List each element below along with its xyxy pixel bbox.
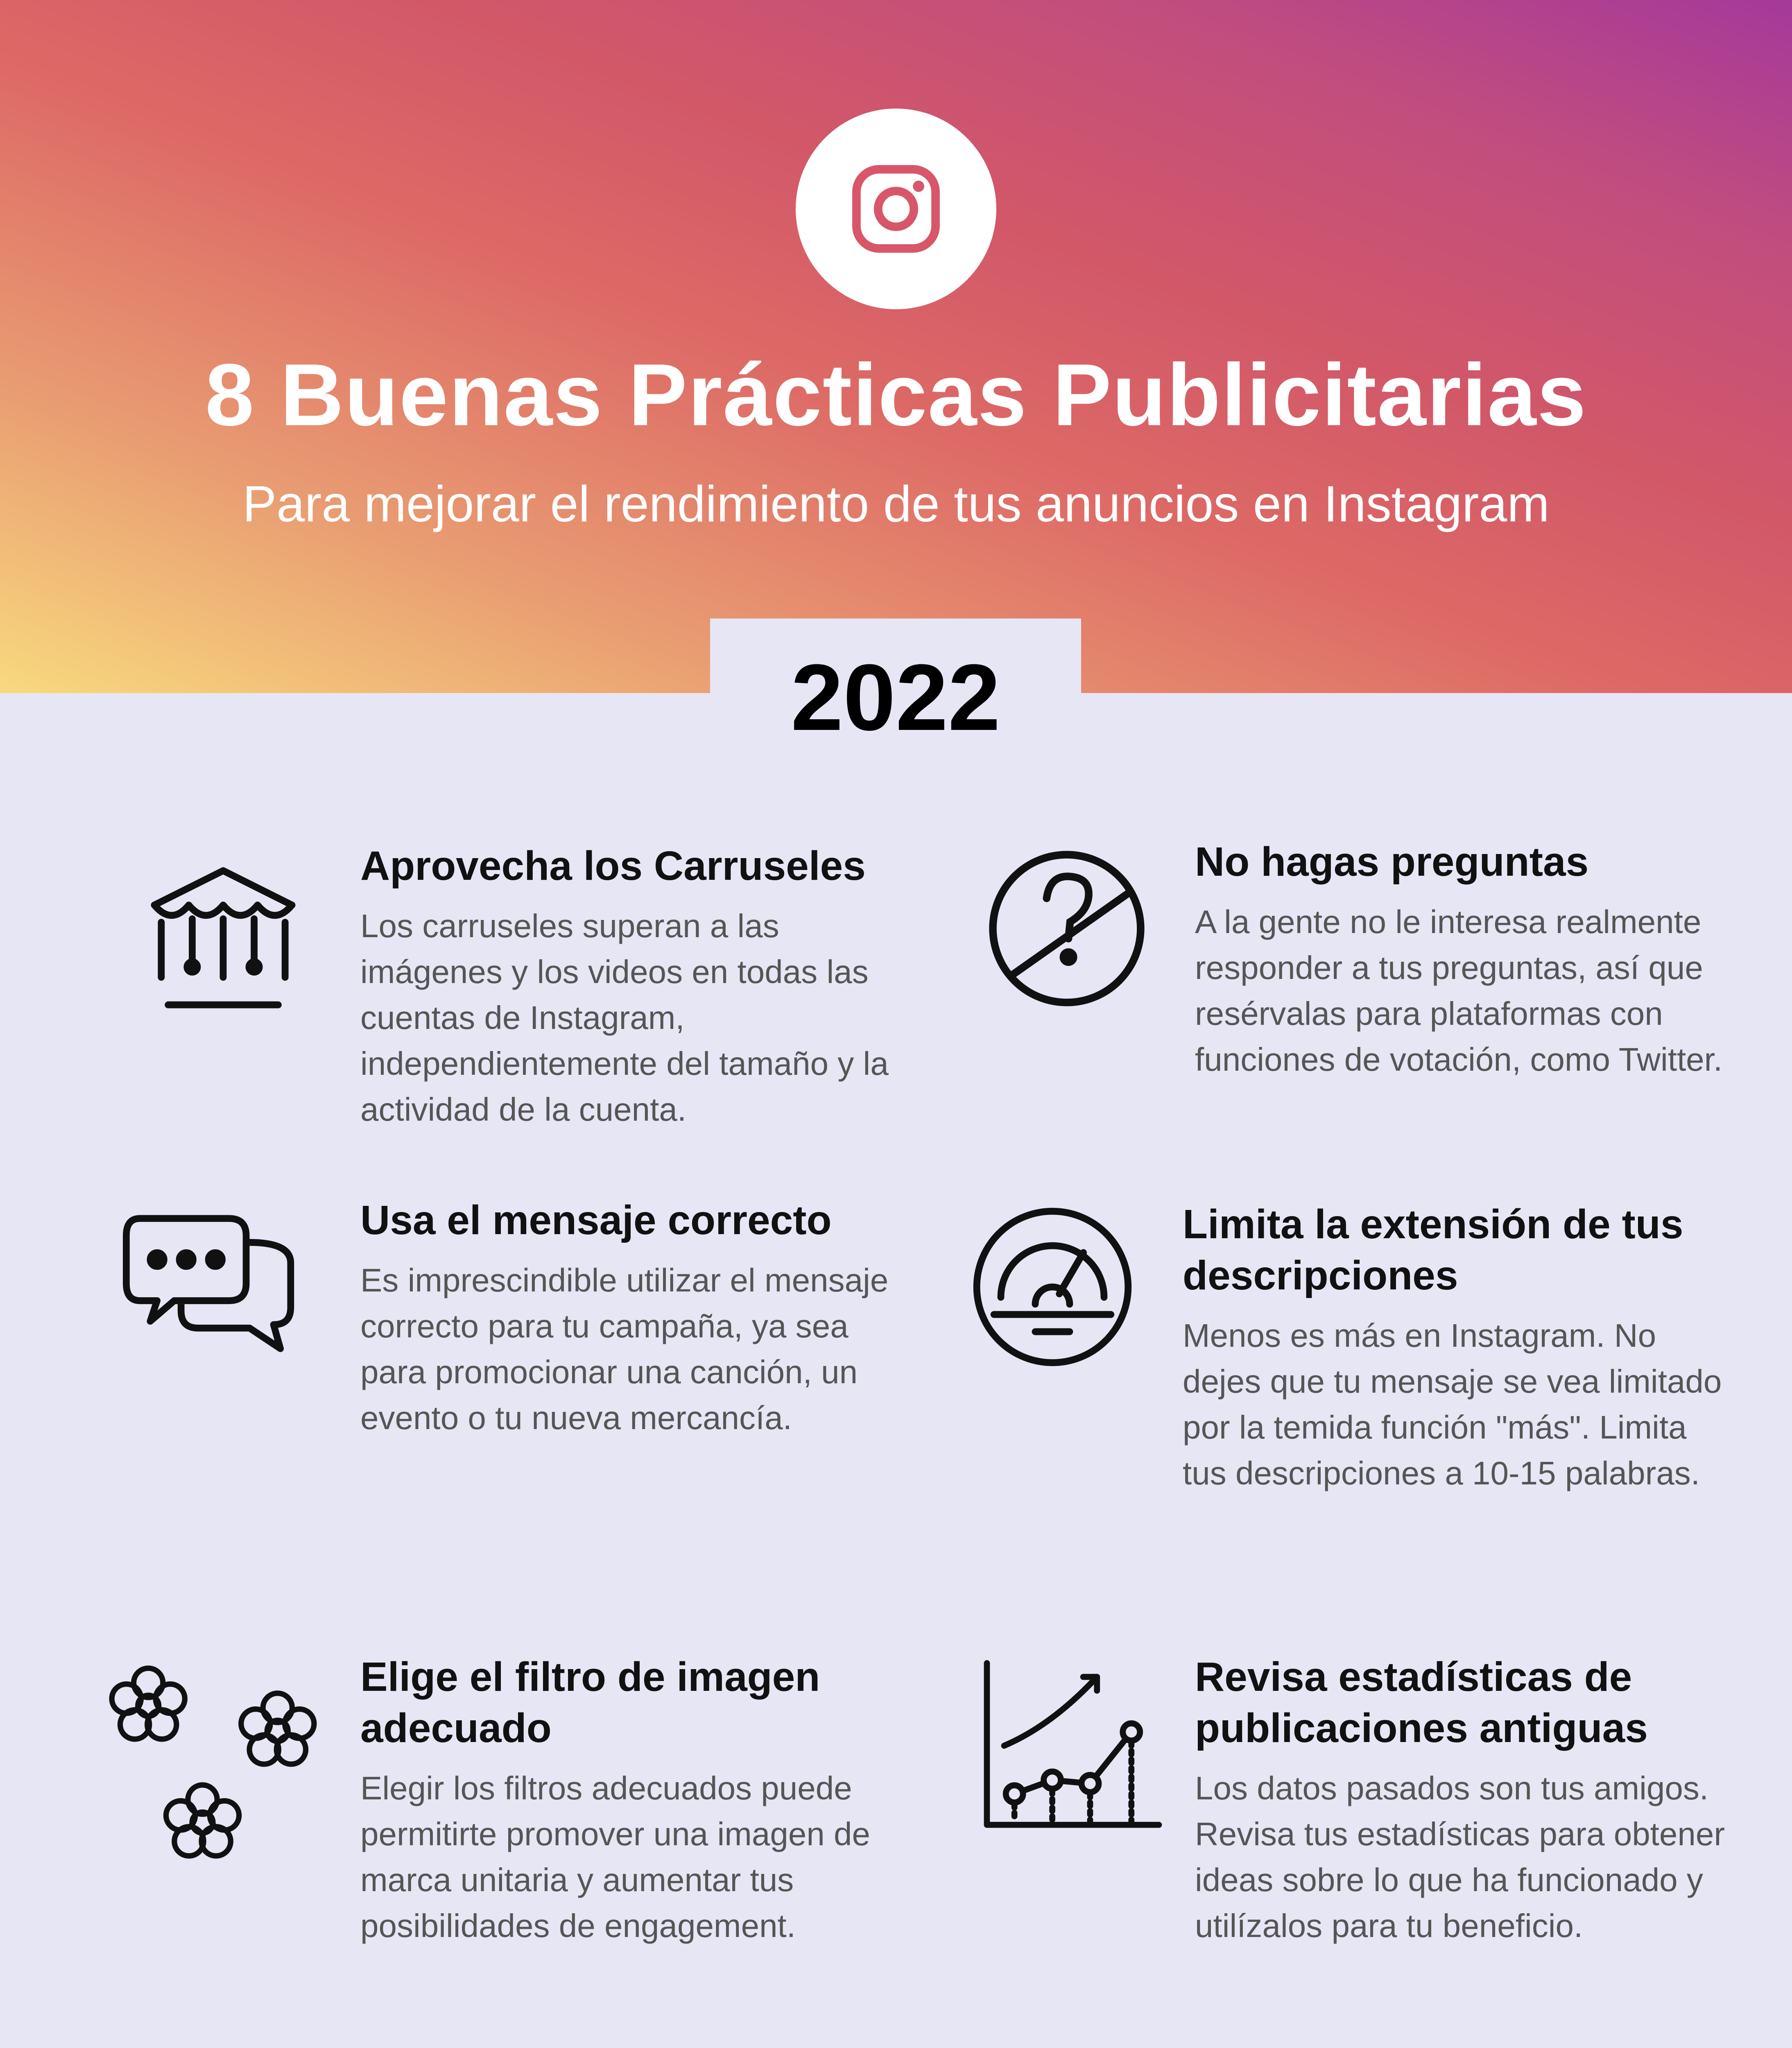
page-title: 8 Buenas Prácticas Publicitarias [205, 345, 1587, 444]
tip-title: Usa el mensaje correcto [360, 1197, 832, 1243]
tip-text: Menos es más en Instagram. No dejes que tu mensaje se vea limitado por la temida función "más". Limita tus descripciones a 10-15 palabras. [1183, 1317, 1722, 1491]
header-banner [0, 0, 1792, 693]
tip-card [360, 1652, 913, 1949]
tip-text: Los datos pasados son tus amigos. Revisa tus estadísticas para obtener ideas sobre lo que ha funcionado y utilízalos para tu beneficio. [1195, 1770, 1725, 1944]
year-label: 2022 [791, 645, 1000, 750]
tip-text: Elegir los filtros adecuados puede permitirte promover una imagen de marca unitaria y aumentar tus posibilidades de engagement. [360, 1770, 871, 1944]
tip-text: Es imprescindible utilizar el mensaje correcto para tu campaña, ya sea para promocionar una canción, un evento o tu nueva mercancía. [360, 1262, 889, 1436]
no-question-icon [983, 845, 1151, 1013]
gauge-icon [966, 1201, 1138, 1373]
carousel-icon [137, 857, 309, 1029]
tip-title: Elige el filtro de imagen adecuado [360, 1654, 820, 1751]
tip-card [1183, 1199, 1727, 1496]
tip-title: Aprovecha los Carruseles [360, 843, 866, 889]
instagram-icon [849, 162, 943, 256]
instagram-logo [796, 109, 996, 309]
tip-card [1195, 1652, 1727, 1949]
tip-title: Limita la extensión de tus descripciones [1183, 1201, 1683, 1298]
tip-text: A la gente no le interesa realmente responder a tus preguntas, así que resérvalas para plataformas con funciones de votación, como Twitter. [1195, 904, 1723, 1078]
tip-card [1195, 836, 1727, 1083]
tip-title: No hagas preguntas [1195, 839, 1589, 885]
chat-bubbles-icon [123, 1201, 311, 1373]
tip-card [360, 1195, 913, 1441]
tip-text: Los carruseles superan a las imágenes y los videos en todas las cuentas de Instagram, independientemente del tamaño y la actividad de la cuenta. [360, 908, 889, 1128]
line-chart-icon [983, 1660, 1163, 1832]
page-subtitle: Para mejorar el rendimiento de tus anuncios en Instagram [242, 476, 1550, 532]
tip-card [360, 840, 913, 1133]
flowers-icon [98, 1656, 328, 1873]
tips-section [0, 693, 1792, 2048]
tip-title: Revisa estadísticas de publicaciones antiguas [1195, 1654, 1648, 1751]
